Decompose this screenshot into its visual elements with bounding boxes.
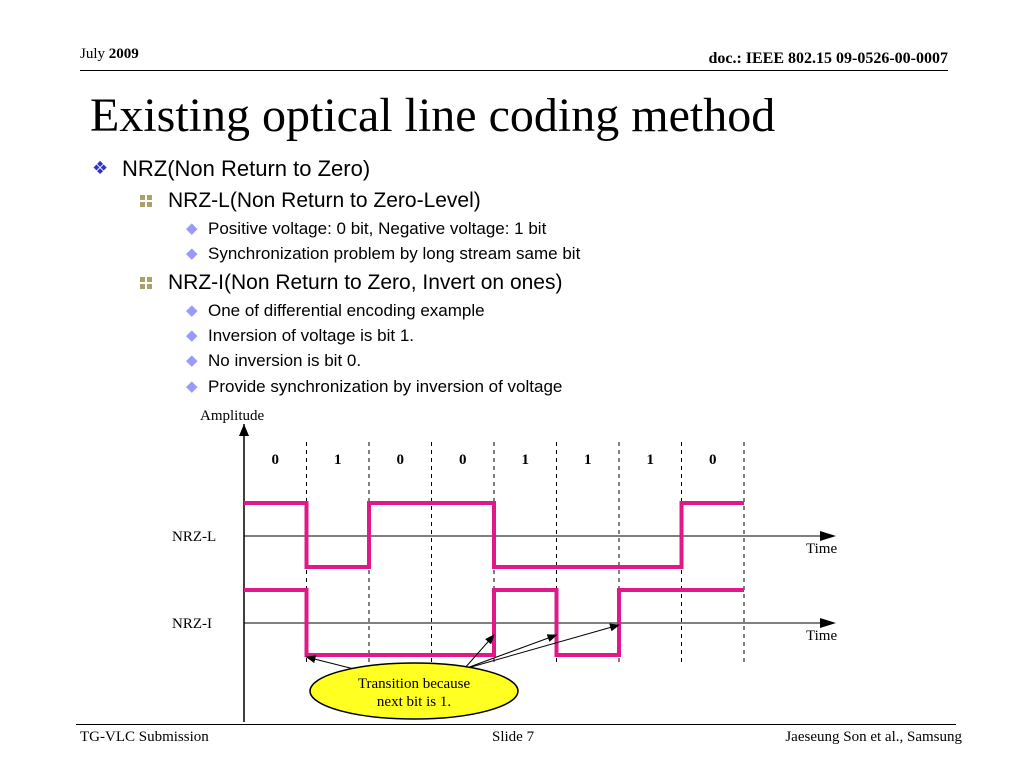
- diamond-bullet-icon: ◆: [186, 377, 198, 395]
- transition-arrow: [464, 625, 619, 669]
- bit-dividers: [307, 442, 745, 666]
- header-doc-id: doc.: IEEE 802.15 09-0526-00-0007: [708, 50, 948, 67]
- diamond-bullet-icon: ◆: [186, 301, 198, 319]
- bullet-nrzi-item: No inversion is bit 0.: [208, 351, 362, 370]
- bullet-nrzl-item: Synchronization problem by long stream same bit: [208, 244, 581, 263]
- bullet-nrzi-item: One of differential encoding example: [208, 301, 485, 320]
- diamond-bullet-icon: ◆: [186, 219, 198, 237]
- transition-arrow: [464, 635, 557, 669]
- nrzi-label: NRZ-I: [172, 616, 212, 632]
- square-grid-bullet-icon: [140, 195, 152, 207]
- nrzl-time-arrowhead: [820, 531, 836, 541]
- bullet-nrzl-item: Positive voltage: 0 bit, Negative voltage: 1 bit: [208, 219, 547, 238]
- footer-slide-number: Slide 7: [492, 729, 535, 745]
- footer-submission: TG-VLC Submission: [80, 729, 209, 745]
- nrz-waveform-diagram: [160, 404, 860, 724]
- bullet-nrz: NRZ(Non Return to Zero): [122, 156, 371, 181]
- nrzi-time-label: Time: [806, 628, 838, 644]
- nrzl-signal: [244, 503, 744, 567]
- transition-arrow: [307, 657, 355, 669]
- callout-line1: Transition because: [357, 676, 471, 692]
- nrzl-label: NRZ-L: [172, 529, 217, 545]
- bit-label: 1: [334, 452, 342, 468]
- bullet-nrzi-heading: NRZ-I(Non Return to Zero, Invert on ones): [168, 271, 563, 294]
- diamond-bullet-icon: ◆: [186, 244, 198, 262]
- nrzl-time-label: Time: [806, 541, 838, 557]
- bullet-nrzi-item: Inversion of voltage is bit 1.: [208, 326, 415, 345]
- footer-author: Jaeseung Son et al., Samsung: [785, 729, 962, 745]
- diamond-bullet-icon: ◆: [186, 351, 198, 369]
- bit-label: 0: [396, 452, 404, 468]
- slide-title: Existing optical line coding method: [90, 89, 776, 142]
- amplitude-arrowhead: [239, 424, 249, 436]
- bit-label: 0: [459, 452, 467, 468]
- header-year: 2009: [108, 46, 139, 62]
- header-month: July: [80, 46, 106, 62]
- bit-label: 1: [521, 452, 529, 468]
- diamond-bullet-icon: ◆: [186, 326, 198, 344]
- bit-label: 1: [646, 452, 654, 468]
- header-divider: [80, 70, 948, 71]
- header-date: [80, 46, 139, 63]
- bullet-nrzi-item: Provide synchronization by inversion of voltage: [208, 377, 563, 396]
- footer-divider: [76, 724, 956, 725]
- callout-line2: next bit is 1.: [376, 694, 452, 710]
- nrzi-time-arrowhead: [820, 618, 836, 628]
- bullet-nrzl-heading: NRZ-L(Non Return to Zero-Level): [168, 189, 481, 212]
- bit-label: 1: [584, 452, 592, 468]
- square-grid-bullet-icon: [140, 277, 152, 289]
- amplitude-label: Amplitude: [200, 408, 265, 424]
- transition-arrows: [307, 625, 620, 669]
- nrz-waveform-figure: [160, 404, 860, 729]
- diamond-star-bullet-icon: ❖: [92, 158, 109, 179]
- bit-label: 0: [709, 452, 717, 468]
- bit-label: 0: [271, 452, 279, 468]
